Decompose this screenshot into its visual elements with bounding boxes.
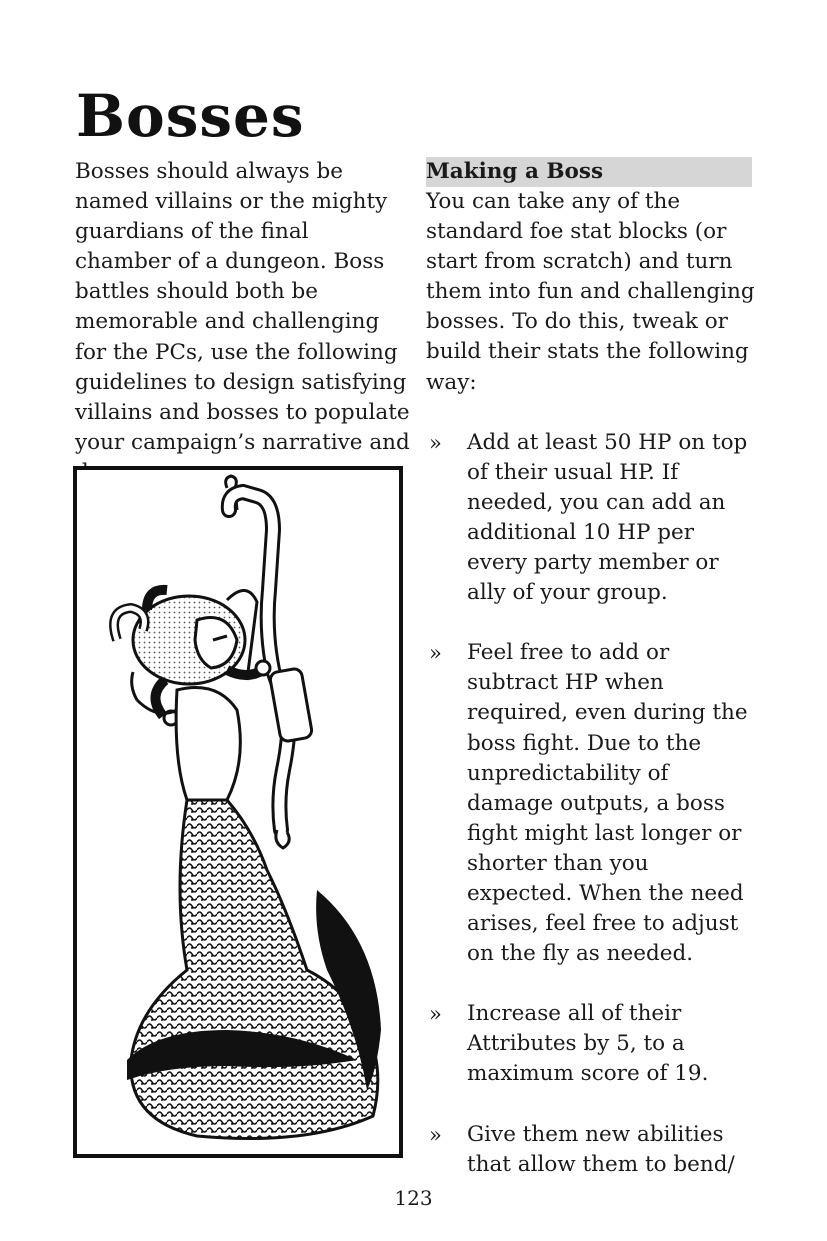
list-item-text: Give them new abilities that allow them to bend/	[467, 1121, 735, 1177]
bullet-marker: »	[429, 430, 442, 455]
list-item	[426, 1120, 756, 1180]
list-item-text: Increase all of their Attributes by 5, to a maximum score of 19.	[467, 1001, 709, 1087]
page-number: 123	[394, 1186, 433, 1210]
list-item	[426, 999, 756, 1089]
list-item-text: Add at least 50 HP on top of their usual HP. If needed, you can add an additional 10 HP per every party member or ally of your group.	[467, 429, 748, 606]
list-item-text: Feel free to add or subtract HP when required, even during the boss fight. Due to the unpredictability of damage outputs, a boss fight might last longer or shorter than you expected. When the need arises, feel free to adjust on the fly as needed.	[467, 640, 748, 967]
page-title: Bosses	[76, 82, 305, 150]
boss-guidelines-list	[426, 428, 756, 1180]
bullet-marker: »	[429, 1002, 442, 1027]
section-intro: You can take any of the standard foe stat blocks (or start from scratch) and turn them into fun and challenging bosses. To do this, tweak or build their stats the following way:	[426, 189, 755, 395]
section-heading: Making a Boss	[426, 157, 752, 187]
bullet-marker: »	[429, 641, 442, 666]
intro-paragraph: Bosses should always be named villains or the mighty guardians of the final chamber of a dungeon. Boss battles should both be memorable and challenging for the PCs, use the following guidelines to design satisfying villains and bosses to populate your campaign’s narrative and	[75, 159, 410, 455]
making-a-boss-section	[426, 157, 756, 1210]
bullet-marker: »	[429, 1122, 442, 1147]
list-item	[426, 428, 756, 609]
medusa-illustration	[73, 466, 403, 1158]
list-item	[426, 638, 756, 969]
